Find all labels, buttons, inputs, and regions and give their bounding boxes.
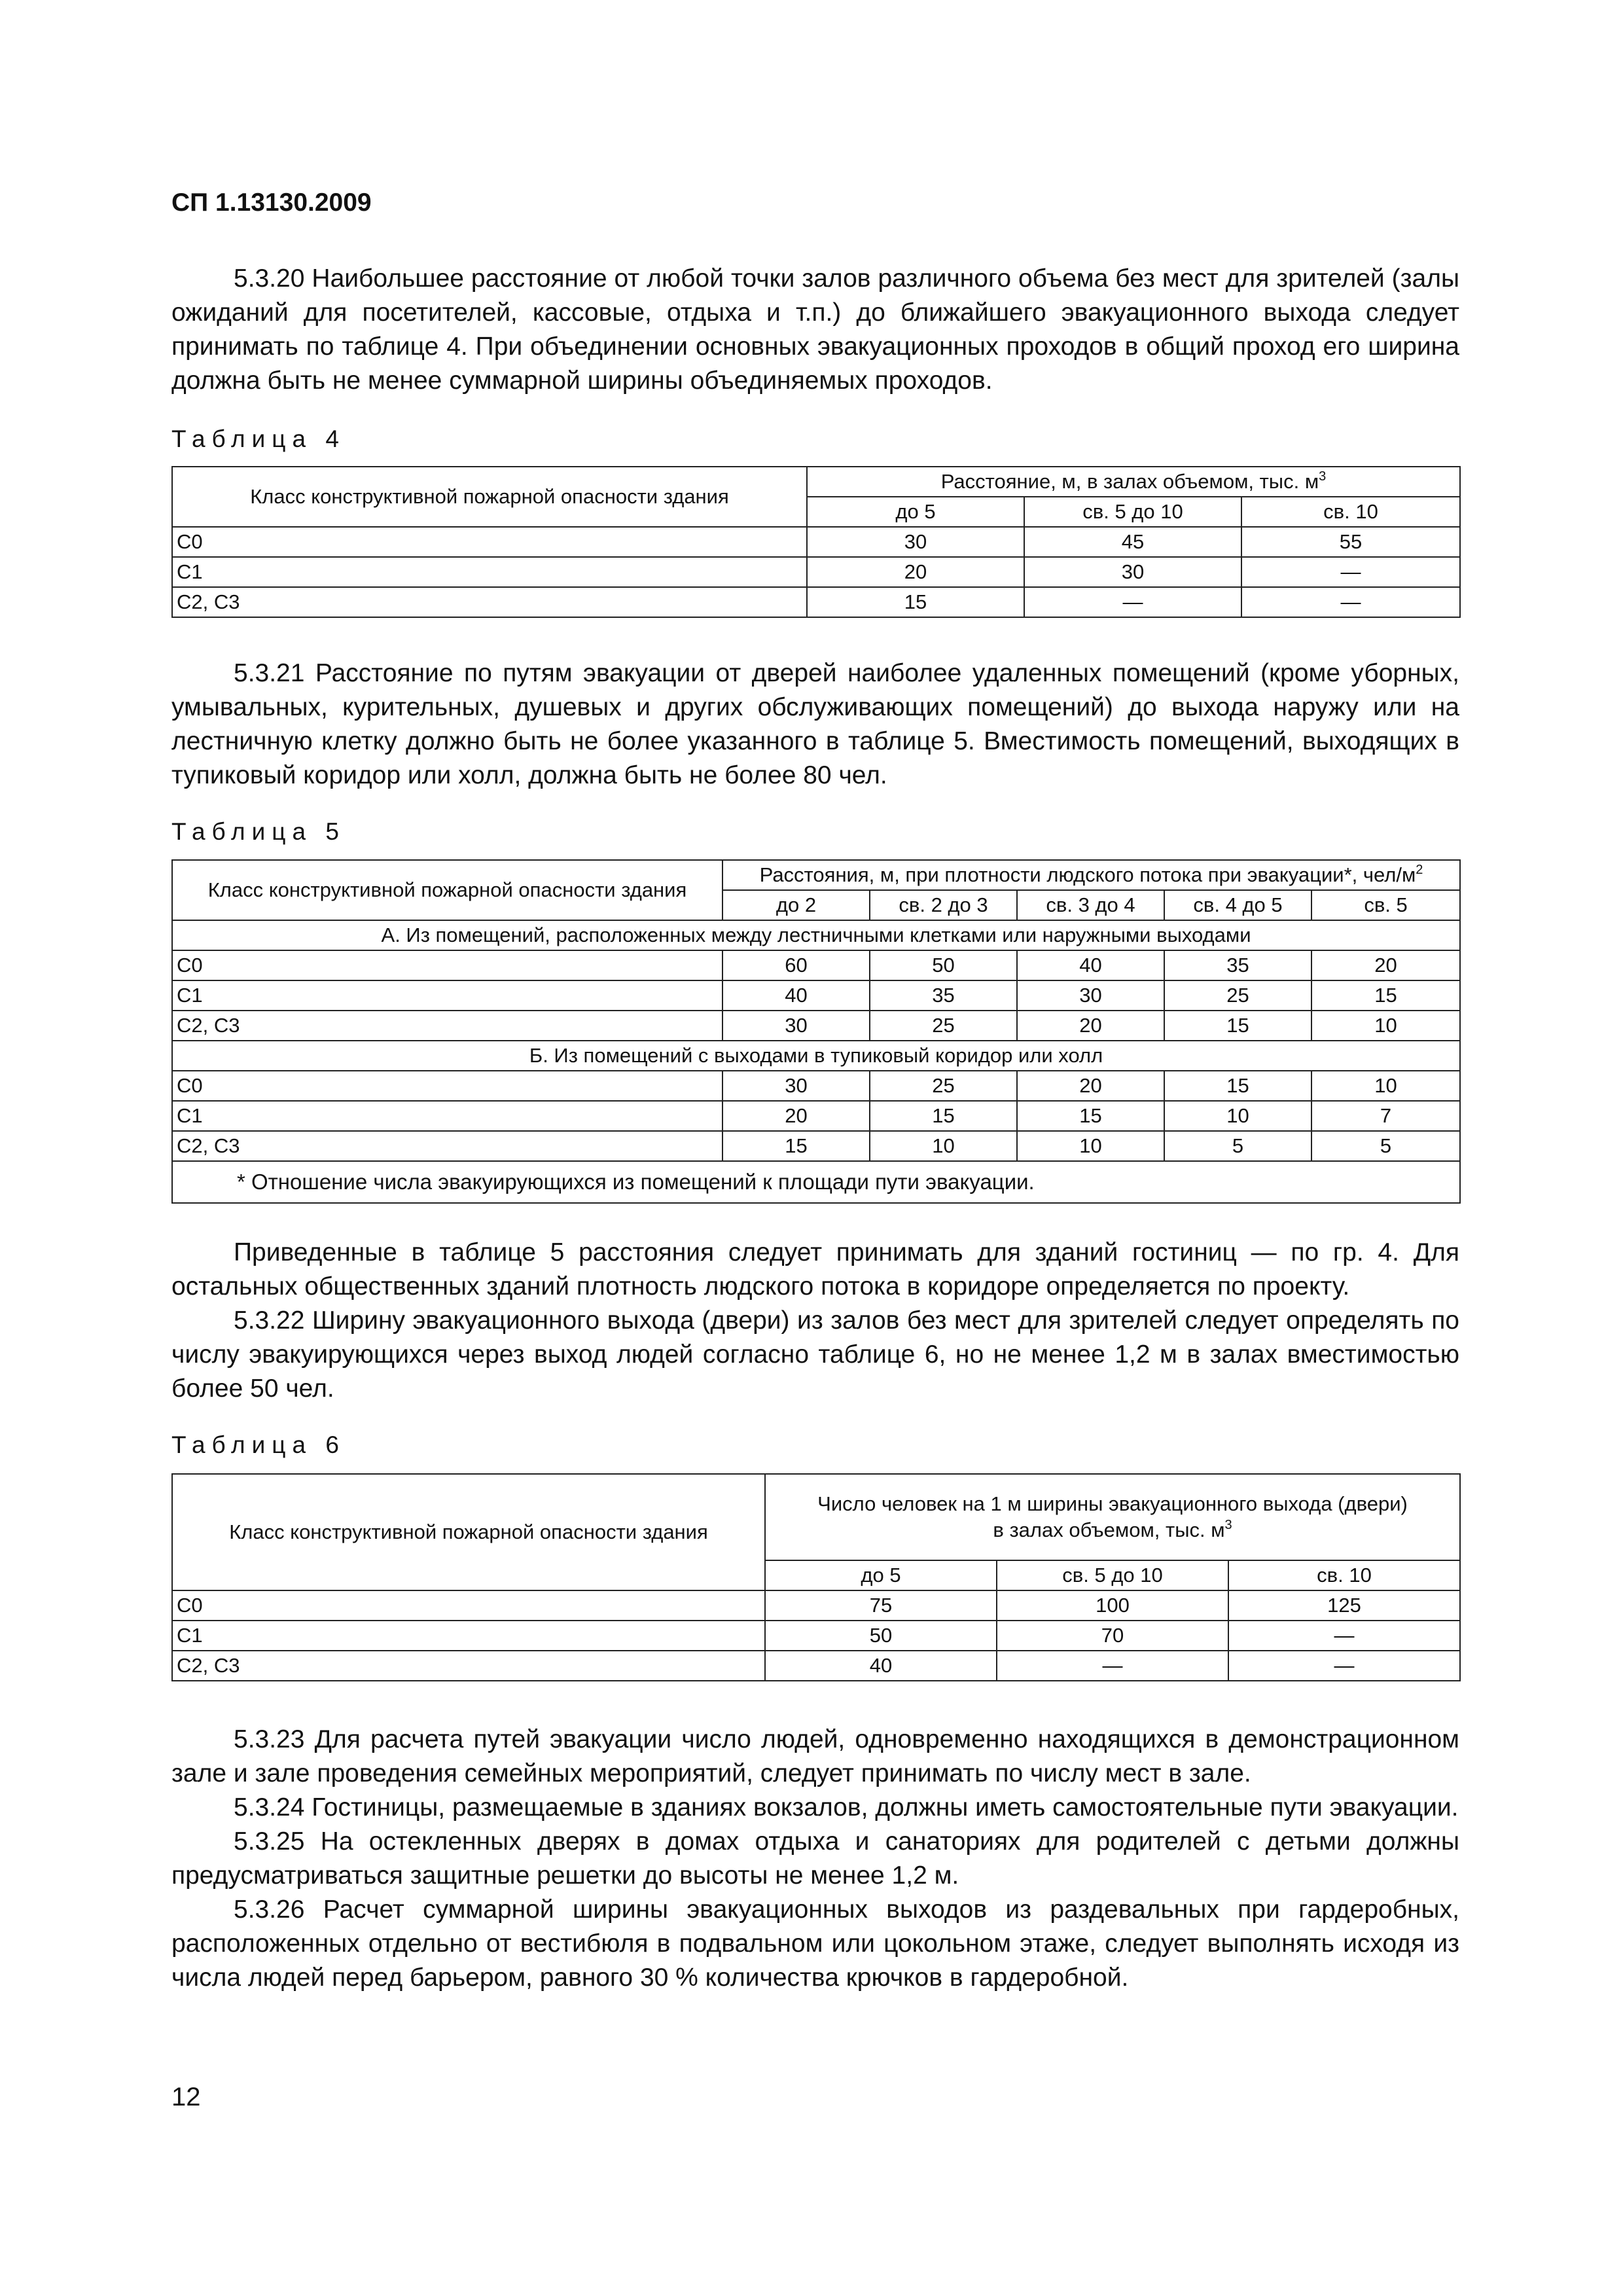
- table-row: [172, 950, 1460, 980]
- table-row: [172, 587, 1460, 617]
- table-row: [172, 1590, 1460, 1621]
- table-cell: С2, С3: [172, 1651, 765, 1681]
- table-5: [171, 859, 1461, 1204]
- table-cell: 20: [1017, 1071, 1164, 1101]
- paragraph-5-3-24: 5.3.24 Гостиницы, размещаемые в зданиях вокзалов, должны иметь самостоятельные пути эвакуации.: [234, 1793, 1459, 1821]
- table-5-col-header: св. 2 до 3: [870, 890, 1017, 920]
- table-cell: 7: [1311, 1101, 1460, 1131]
- table-cell: 50: [870, 950, 1017, 980]
- table-cell: 5: [1311, 1131, 1460, 1161]
- paragraph-5-3-22: 5.3.22 Ширину эвакуационного выхода (двери) из залов без мест для зрителей следует определять по числу эвакуирующихся через выход людей согласно таблице 6, но не менее 1,2 м в залах вместимостью более 50 чел.: [171, 1306, 1459, 1403]
- table-cell: 15: [1311, 980, 1460, 1011]
- table-cell: 45: [1024, 527, 1241, 557]
- paragraph-text: 5.3.21 Расстояние по путям эвакуации от дверей наиболее удаленных помещений (кроме уборных, умывальных, курительных, душевых и других обслуживающих помещений) до выхода наружу или на лестничную клетку должно быть не более указанного в таблице 5. Вместимость помещений, выходящих в тупиковый коридор или холл, должна быть не более 80 чел.: [171, 659, 1459, 789]
- table-cell: С0: [172, 527, 807, 557]
- table-cell: 35: [870, 980, 1017, 1011]
- table-row: [172, 1621, 1460, 1651]
- table-cell: С1: [172, 980, 722, 1011]
- table-cell: С1: [172, 1101, 722, 1131]
- table-6-caption: Таблица 6: [171, 1431, 346, 1458]
- table-cell: 10: [870, 1131, 1017, 1161]
- table-cell: 15: [1164, 1071, 1311, 1101]
- table-cell: С2, С3: [172, 1011, 722, 1041]
- table-cell: —: [997, 1651, 1228, 1681]
- table-row: [172, 980, 1460, 1011]
- table-5-section-a: А. Из помещений, расположенных между лестничными клетками или наружными выходами: [172, 920, 1460, 950]
- table-5-col-header: св. 3 до 4: [1017, 890, 1164, 920]
- table-cell: 15: [1164, 1011, 1311, 1041]
- table-5-col-header: до 2: [722, 890, 870, 920]
- table-cell: 15: [1017, 1101, 1164, 1131]
- page-number: 12: [171, 2083, 201, 2111]
- table-cell: —: [1228, 1621, 1460, 1651]
- paragraph-5-3-23: 5.3.23 Для расчета путей эвакуации число людей, одновременно находящихся в демонстрационном зале и зале проведения семейных мероприятий, следует принимать по числу мест в зале.: [171, 1725, 1459, 1787]
- paragraph-5-3-26: 5.3.26 Расчет суммарной ширины эвакуационных выходов из раздевальных при гардеробных, расположенных отдельно от вестибюля в подвальном или цокольном этаже, следует выполнять исходя из числа людей перед барьером, равного 30 % количества крючков в гардеробной.: [171, 1895, 1459, 1992]
- table-cell: С1: [172, 1621, 765, 1651]
- table-6-col-header: св. 10: [1228, 1560, 1460, 1590]
- table-cell: —: [1241, 557, 1460, 587]
- table-cell: 40: [722, 980, 870, 1011]
- table-4-col0-header: Класс конструктивной пожарной опасности здания: [172, 467, 807, 527]
- paragraph-after-table-5: [171, 1236, 1459, 1406]
- table-cell: С2, С3: [172, 1131, 722, 1161]
- table-row: [172, 1651, 1460, 1681]
- table-4: [171, 466, 1461, 618]
- table-cell: 10: [1311, 1011, 1460, 1041]
- table-4-col-header: до 5: [807, 497, 1024, 527]
- table-5-caption: Таблица 5: [171, 818, 346, 845]
- table-cell: С2, С3: [172, 587, 807, 617]
- table-cell: 30: [1024, 557, 1241, 587]
- table-cell: 15: [870, 1101, 1017, 1131]
- table-row: [172, 1011, 1460, 1041]
- table-cell: 55: [1241, 527, 1460, 557]
- table-cell: 10: [1017, 1131, 1164, 1161]
- table-cell: 35: [1164, 950, 1311, 980]
- table-cell: 100: [997, 1590, 1228, 1621]
- table-cell: —: [1241, 587, 1460, 617]
- table-cell: 30: [1017, 980, 1164, 1011]
- table-cell: 40: [765, 1651, 997, 1681]
- table-5-col-header: св. 5: [1311, 890, 1460, 920]
- paragraph-5-3-20: [171, 262, 1459, 398]
- table-6-col-header: св. 5 до 10: [997, 1560, 1228, 1590]
- paragraph-5-3-25: 5.3.25 На остекленных дверях в домах отдыха и санаториях для родителей с детьми должны предусматриваться защитные решетки до высоты не менее 1,2 м.: [171, 1827, 1459, 1890]
- table-cell: 20: [807, 557, 1024, 587]
- table-6-col0-header: Класс конструктивной пожарной опасности здания: [172, 1474, 765, 1590]
- table-5-group-header: Расстояния, м, при плотности людского потока при эвакуации*, чел/$м^2$: [722, 860, 1460, 890]
- table-cell: 50: [765, 1621, 997, 1651]
- table-cell: 20: [1017, 1011, 1164, 1041]
- table-5-col-header: св. 4 до 5: [1164, 890, 1311, 920]
- table-4-caption: Таблица 4: [171, 425, 346, 452]
- table-cell: —: [1228, 1651, 1460, 1681]
- table-cell: С0: [172, 1071, 722, 1101]
- table-cell: 20: [1311, 950, 1460, 980]
- table-row: [172, 527, 1460, 557]
- table-cell: С0: [172, 1590, 765, 1621]
- table-5-footnote: * Отношение числа эвакуирующихся из помещений к площади пути эвакуации.: [172, 1161, 1460, 1203]
- paragraph-text: Приведенные в таблице 5 расстояния следует принимать для зданий гостиниц — по гр. 4. Для остальных общественных зданий плотность людского потока в коридоре определяется по проекту.: [171, 1238, 1459, 1300]
- table-cell: 30: [722, 1011, 870, 1041]
- table-row: [172, 557, 1460, 587]
- table-4-col-header: св. 5 до 10: [1024, 497, 1241, 527]
- table-cell: 75: [765, 1590, 997, 1621]
- table-cell: 10: [1164, 1101, 1311, 1131]
- table-cell: 30: [722, 1071, 870, 1101]
- table-cell: 15: [722, 1131, 870, 1161]
- table-cell: 40: [1017, 950, 1164, 980]
- table-5-col0-header: Класс конструктивной пожарной опасности здания: [172, 860, 722, 920]
- paragraphs-5-3-23-to-26: [171, 1723, 1459, 1995]
- table-row: [172, 1131, 1460, 1161]
- table-cell: 10: [1311, 1071, 1460, 1101]
- table-cell: С1: [172, 557, 807, 587]
- paragraph-text: 5.3.20 Наибольшее расстояние от любой точки залов различного объема без мест для зрителей (залы ожиданий для посетителей, кассовые, отдыха и т.п.) до ближайшего эвакуационного выхода следует принимать по таблице 4. При объединении основных эвакуационных проходов в общий проход его ширина должна быть не менее суммарной ширины объединяемых проходов.: [171, 264, 1459, 395]
- document-header: СП 1.13130.2009: [171, 188, 372, 217]
- table-cell: 25: [870, 1011, 1017, 1041]
- paragraph-5-3-21: [171, 656, 1459, 793]
- table-cell: С0: [172, 950, 722, 980]
- table-row: [172, 1071, 1460, 1101]
- table-6: [171, 1473, 1461, 1681]
- table-cell: 70: [997, 1621, 1228, 1651]
- table-cell: 60: [722, 950, 870, 980]
- table-cell: —: [1024, 587, 1241, 617]
- table-cell: 25: [870, 1071, 1017, 1101]
- table-4-col-header: св. 10: [1241, 497, 1460, 527]
- table-cell: 20: [722, 1101, 870, 1131]
- table-cell: 25: [1164, 980, 1311, 1011]
- table-cell: 125: [1228, 1590, 1460, 1621]
- table-6-group-header: Число человек на 1 м ширины эвакуационного выхода (двери) в залах объемом, тыс. $м^3$: [765, 1474, 1460, 1560]
- table-cell: 15: [807, 587, 1024, 617]
- table-cell: 30: [807, 527, 1024, 557]
- table-4-group-header: Расстояние, м, в залах объемом, тыс. $м^3$: [807, 467, 1460, 497]
- table-5-section-b: Б. Из помещений с выходами в тупиковый коридор или холл: [172, 1041, 1460, 1071]
- table-cell: 5: [1164, 1131, 1311, 1161]
- table-row: [172, 1101, 1460, 1131]
- table-6-col-header: до 5: [765, 1560, 997, 1590]
